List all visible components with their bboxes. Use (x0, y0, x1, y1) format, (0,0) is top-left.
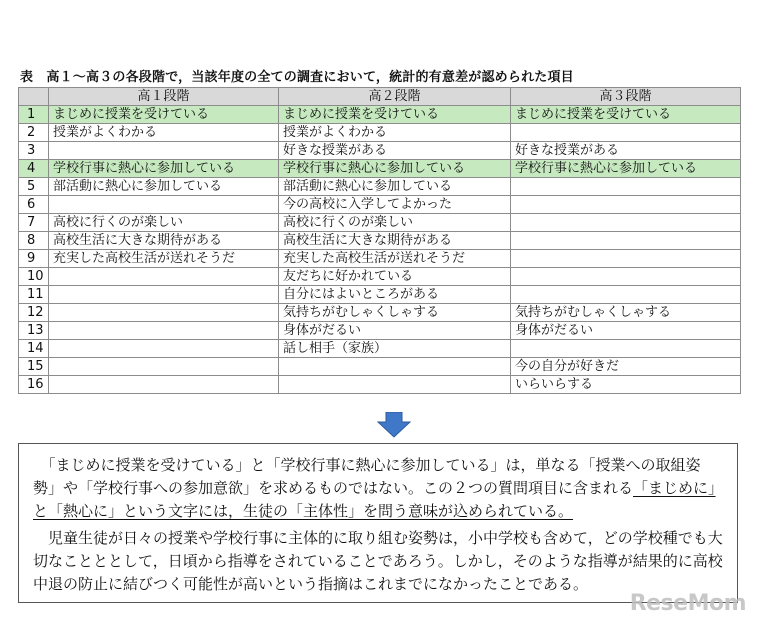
cell-stage-1: 充実した高校生活が送れそうだ (49, 250, 279, 268)
cell-stage-2: 自分にはよいところがある (279, 286, 511, 304)
row-number: 3 (19, 142, 49, 160)
cell-stage-2: 授業がよくわかる (279, 124, 511, 142)
table-row (19, 196, 741, 214)
cell-stage-3 (511, 196, 741, 214)
commentary-paragraph-1 (33, 454, 723, 523)
row-number: 16 (19, 376, 49, 394)
table-row (19, 232, 741, 250)
row-number: 15 (19, 358, 49, 376)
row-number: 10 (19, 268, 49, 286)
table-caption: 表 高１～高３の各段階で，当該年度の全ての調査において，統計的有意差が認められた項目 (20, 70, 574, 85)
cell-stage-3: 気持ちがむしゃくしゃする (511, 304, 741, 322)
header-number (19, 88, 49, 106)
down-arrow-icon (377, 412, 411, 438)
row-number: 7 (19, 214, 49, 232)
cell-stage-3 (511, 178, 741, 196)
cell-stage-3 (511, 214, 741, 232)
cell-stage-3 (511, 286, 741, 304)
cell-stage-2 (279, 376, 511, 394)
row-number: 13 (19, 322, 49, 340)
table-row (19, 178, 741, 196)
table-row (19, 142, 741, 160)
row-number: 2 (19, 124, 49, 142)
cell-stage-1: 学校行事に熱心に参加している (49, 160, 279, 178)
table-row (19, 286, 741, 304)
cell-stage-1 (49, 268, 279, 286)
cell-stage-2 (279, 358, 511, 376)
row-number: 4 (19, 160, 49, 178)
row-number: 1 (19, 106, 49, 124)
cell-stage-2: 身体がだるい (279, 322, 511, 340)
cell-stage-1: 部活動に熱心に参加している (49, 178, 279, 196)
table-row (19, 160, 741, 178)
row-number: 6 (19, 196, 49, 214)
cell-stage-2: 高校生活に大きな期待がある (279, 232, 511, 250)
cell-stage-3 (511, 340, 741, 358)
cell-stage-2: 学校行事に熱心に参加している (279, 160, 511, 178)
cell-stage-2: 友だちに好かれている (279, 268, 511, 286)
commentary-paragraph-2 (33, 527, 723, 596)
cell-stage-2: 部活動に熱心に参加している (279, 178, 511, 196)
commentary-p2-text: 児童生徒が日々の授業や学校行事に主体的に取り組む姿勢は，小中学校も含めて，どの学校種でも大切なことととして，日頃から指導をされていることであろう。しかし，そのような指導が結果的に高校中退の防止に結びつく可能性が高いという指摘はこれまでになかったことである。 (33, 529, 723, 593)
cell-stage-3: 学校行事に熱心に参加している (511, 160, 741, 178)
row-number: 8 (19, 232, 49, 250)
row-number: 14 (19, 340, 49, 358)
cell-stage-1 (49, 286, 279, 304)
table-header-row (19, 88, 741, 106)
row-number: 12 (19, 304, 49, 322)
cell-stage-2: 気持ちがむしゃくしゃする (279, 304, 511, 322)
table-row (19, 268, 741, 286)
row-number: 5 (19, 178, 49, 196)
table-row (19, 304, 741, 322)
table-row (19, 358, 741, 376)
cell-stage-2: 今の高校に入学してよかった (279, 196, 511, 214)
cell-stage-1 (49, 358, 279, 376)
table-row (19, 214, 741, 232)
commentary-box (18, 443, 738, 603)
cell-stage-2: 話し相手（家族） (279, 340, 511, 358)
cell-stage-3: 今の自分が好きだ (511, 358, 741, 376)
cell-stage-1: 授業がよくわかる (49, 124, 279, 142)
cell-stage-3 (511, 268, 741, 286)
cell-stage-2: 好きな授業がある (279, 142, 511, 160)
cell-stage-1 (49, 376, 279, 394)
table-row (19, 376, 741, 394)
table-row (19, 250, 741, 268)
header-stage-3: 高３段階 (511, 88, 741, 106)
row-number: 11 (19, 286, 49, 304)
cell-stage-2: まじめに授業を受けている (279, 106, 511, 124)
resemom-watermark-logo: ReseMom (629, 591, 746, 616)
cell-stage-1 (49, 304, 279, 322)
cell-stage-3: 好きな授業がある (511, 142, 741, 160)
table-row (19, 340, 741, 358)
cell-stage-1: まじめに授業を受けている (49, 106, 279, 124)
cell-stage-3: まじめに授業を受けている (511, 106, 741, 124)
cell-stage-3 (511, 250, 741, 268)
row-number: 9 (19, 250, 49, 268)
header-stage-2: 高２段階 (279, 88, 511, 106)
cell-stage-1 (49, 142, 279, 160)
cell-stage-1 (49, 340, 279, 358)
cell-stage-2: 充実した高校生活が送れそうだ (279, 250, 511, 268)
header-stage-1: 高１段階 (49, 88, 279, 106)
cell-stage-1: 高校に行くのが楽しい (49, 214, 279, 232)
cell-stage-3: いらいらする (511, 376, 741, 394)
commentary-p1-underlined: 「まじめに」と「熱心に」という文字には，生徒の「主体性」を問う意味が込められている。 (33, 479, 716, 520)
table-row (19, 106, 741, 124)
cell-stage-3: 身体がだるい (511, 322, 741, 340)
cell-stage-1 (49, 322, 279, 340)
cell-stage-3 (511, 232, 741, 250)
table-row (19, 124, 741, 142)
survey-items-table (18, 87, 741, 394)
cell-stage-1: 高校生活に大きな期待がある (49, 232, 279, 250)
cell-stage-2: 高校に行くのが楽しい (279, 214, 511, 232)
cell-stage-3 (511, 124, 741, 142)
table-row (19, 322, 741, 340)
commentary-p1-text: 「まじめに授業を受けている」と「学校行事に熱心に参加している」は，単なる「授業への取組姿勢」や「学校行事への参加意欲」を求めるものではない。この２つの質問項目に含まれる (33, 456, 701, 497)
cell-stage-1 (49, 196, 279, 214)
